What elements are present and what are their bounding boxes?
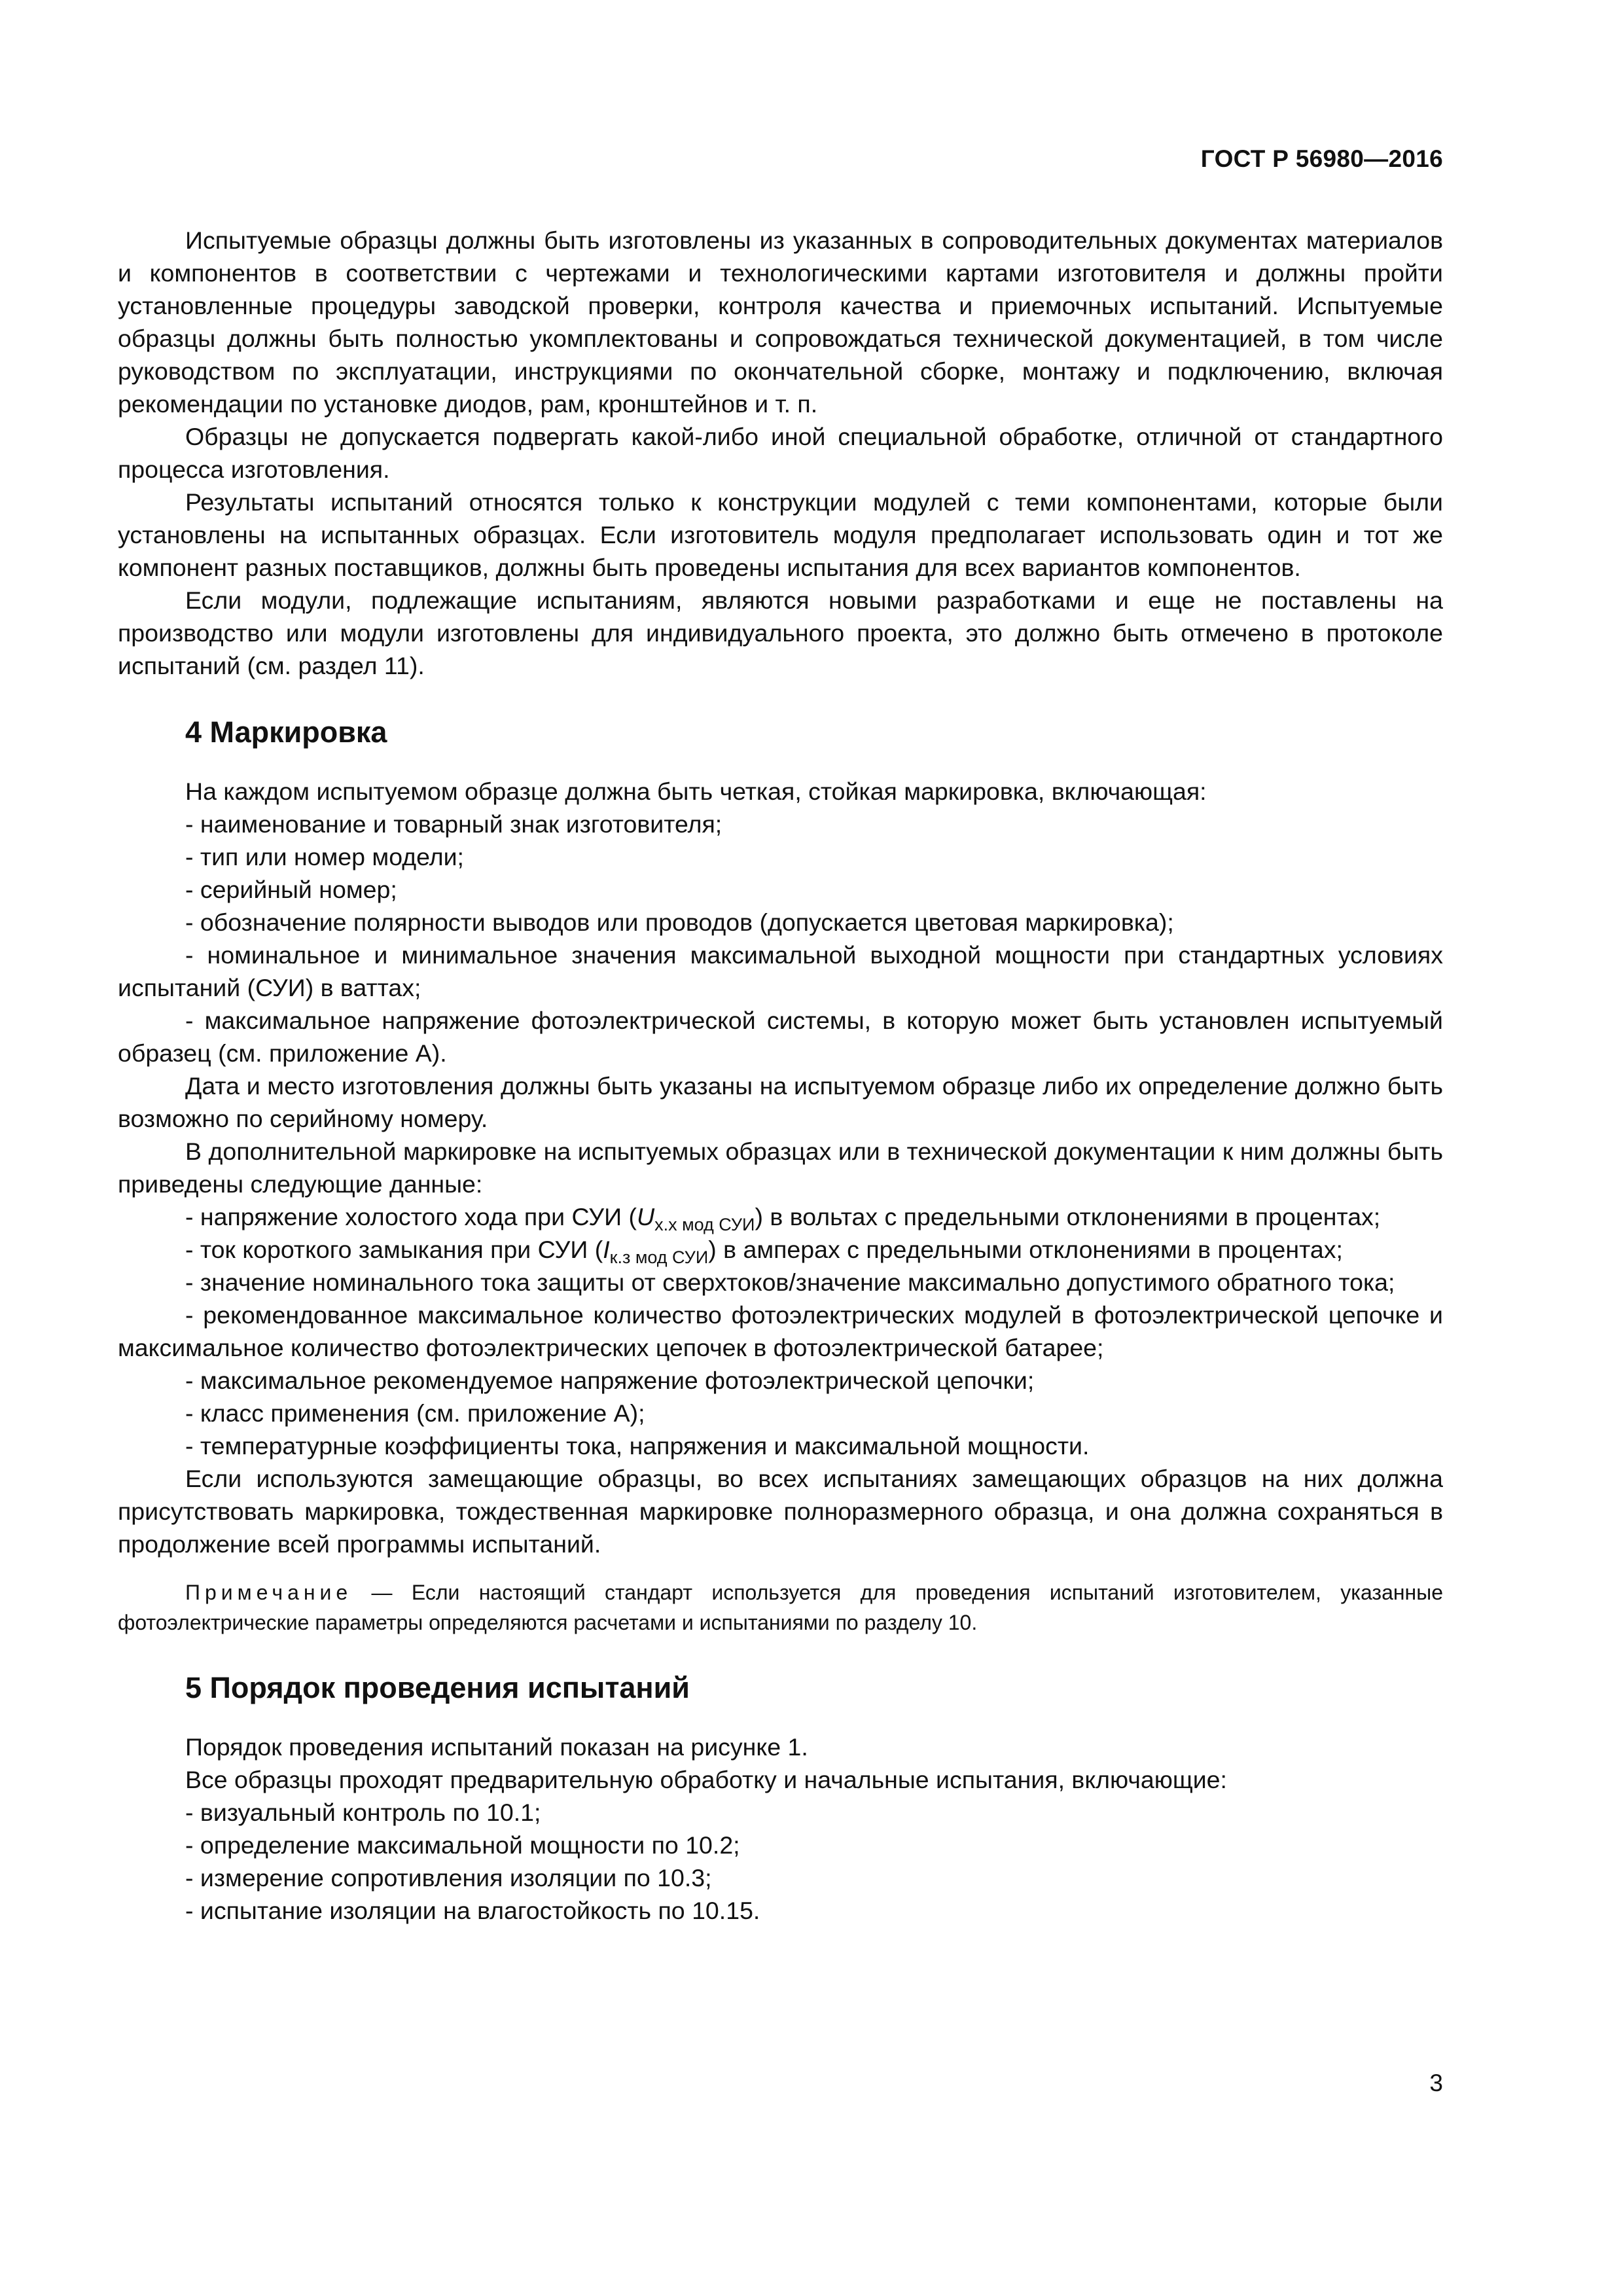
extra-marking-item: - максимальное рекомендуемое напряжение фотоэлектрической цепочки; bbox=[185, 1367, 1035, 1394]
procedure-paragraph-1: Порядок проведения испытаний показан на рисунке 1. bbox=[185, 1733, 808, 1761]
extra-marking-item: - температурные коэффициенты тока, напряжения и максимальной мощности. bbox=[185, 1432, 1090, 1460]
extra-marking-item: - класс применения (см. приложение А); bbox=[185, 1399, 645, 1427]
page-number: 3 bbox=[1429, 2070, 1443, 2096]
marking-item: - номинальное и минимальное значения максимальной выходной мощности при стандартных условиях испытаний (СУИ) в ваттах; bbox=[118, 941, 1443, 1001]
isc-subscript: к.з мод СУИ bbox=[609, 1247, 709, 1267]
initial-test-item: - испытание изоляции на влагостойкость по 10.15. bbox=[185, 1897, 760, 1924]
marking-item: - наименование и товарный знак изготовителя; bbox=[185, 810, 722, 838]
document-code: ГОСТ Р 56980—2016 bbox=[1200, 145, 1443, 172]
marking-item: - серийный номер; bbox=[185, 876, 397, 903]
voc-subscript: х.х мод СУИ bbox=[654, 1215, 755, 1234]
isc-symbol: I bbox=[603, 1236, 610, 1263]
extra-marking-item: - рекомендованное максимальное количество фотоэлектрических модулей в фотоэлектрической цепочке и максимальное количество фотоэлектрических цепочек в фотоэлектрической батарее; bbox=[118, 1301, 1443, 1361]
initial-test-item: - определение максимальной мощности по 10.2; bbox=[185, 1831, 740, 1859]
voc-text-after: ) в вольтах с предельными отклонениями в процентах; bbox=[755, 1203, 1381, 1230]
open-circuit-voltage-item bbox=[118, 1200, 1443, 1233]
intro-paragraph-4: Если модули, подлежащие испытаниям, являются новыми разработками и еще не поставлены на производство или модули изготовлены для индивидуального проекта, это должно быть отмечено в протоколе испытаний (см. раздел 11). bbox=[118, 586, 1443, 679]
note bbox=[118, 1577, 1443, 1638]
document-body bbox=[118, 224, 1443, 1927]
section-5-heading: 5 Порядок проведения испытаний bbox=[185, 1671, 690, 1704]
date-paragraph: Дата и место изготовления должны быть указаны на испытуемом образце либо их определение должно быть возможно по серийному номеру. bbox=[118, 1072, 1443, 1132]
marking-item: - тип или номер модели; bbox=[185, 843, 464, 870]
isc-text-after: ) в амперах с предельными отклонениями в процентах; bbox=[708, 1236, 1343, 1263]
initial-tests-list bbox=[118, 1796, 1443, 1927]
substitute-samples-paragraph: Если используются замещающие образцы, во всех испытаниях замещающих образцов на них должна присутствовать маркировка, тождественная маркировке полноразмерного образца, и она должна сохраняться в продолжение всей программы испытаний. bbox=[118, 1465, 1443, 1558]
initial-test-item: - визуальный контроль по 10.1; bbox=[185, 1799, 541, 1826]
section-4-heading: 4 Маркировка bbox=[185, 715, 387, 749]
voc-symbol: U bbox=[636, 1203, 655, 1230]
extra-marking-lead: В дополнительной маркировке на испытуемых образцах или в технической документации к ним должны быть приведены следующие данные: bbox=[118, 1138, 1443, 1198]
note-text: — Если настоящий стандарт используется для проведения испытаний изготовителем, указанные фотоэлектрические параметры определяются расчетами и испытаниями по разделу 10. bbox=[118, 1581, 1443, 1634]
marking-item: - обозначение полярности выводов или проводов (допускается цветовая маркировка); bbox=[185, 908, 1174, 936]
marking-item: - максимальное напряжение фотоэлектрической системы, в которую может быть установлен испытуемый образец (см. приложение А). bbox=[118, 1007, 1443, 1067]
intro-paragraph-1: Испытуемые образцы должны быть изготовлены из указанных в сопроводительных документах материалов и компонентов в соответствии с чертежами и технологическими картами изготовителя и должны пройти установленные процедуры заводской проверки, контроля качества и приемочных испытаний. Испытуемые образцы должны быть полностью укомплектованы и сопровождаться технической документацией, в том числе руководством по эксплуатации, инструкциями по окончательной сборке, монтажу и подключению, включая рекомендации по установке диодов, рам, кронштейнов и т. п. bbox=[118, 226, 1443, 418]
extra-marking-item: - значение номинального тока защиты от сверхтоков/значение максимально допустимого обратного тока; bbox=[185, 1268, 1395, 1296]
procedure-paragraph-2: Все образцы проходят предварительную обработку и начальные испытания, включающие: bbox=[185, 1766, 1227, 1793]
note-label: Примечание bbox=[185, 1581, 353, 1604]
initial-test-item: - измерение сопротивления изоляции по 10.3; bbox=[185, 1864, 712, 1892]
intro-paragraph-3: Результаты испытаний относятся только к конструкции модулей с теми компонентами, которые были установлены на испытанных образцах. Если изготовитель модуля предполагает использовать один и тот же компонент разных поставщиков, должны быть проведены испытания для всех вариантов компонентов. bbox=[118, 488, 1443, 581]
intro-paragraph-2: Образцы не допускается подвергать какой-либо иной специальной обработке, отличной от стандартного процесса изготовления. bbox=[118, 423, 1443, 483]
voc-text-before: - напряжение холостого хода при СУИ ( bbox=[185, 1203, 637, 1230]
short-circuit-current-item bbox=[118, 1233, 1443, 1266]
marking-lead: На каждом испытуемом образце должна быть четкая, стойкая маркировка, включающая: bbox=[185, 778, 1207, 805]
isc-text-before: - ток короткого замыкания при СУИ ( bbox=[185, 1236, 603, 1263]
